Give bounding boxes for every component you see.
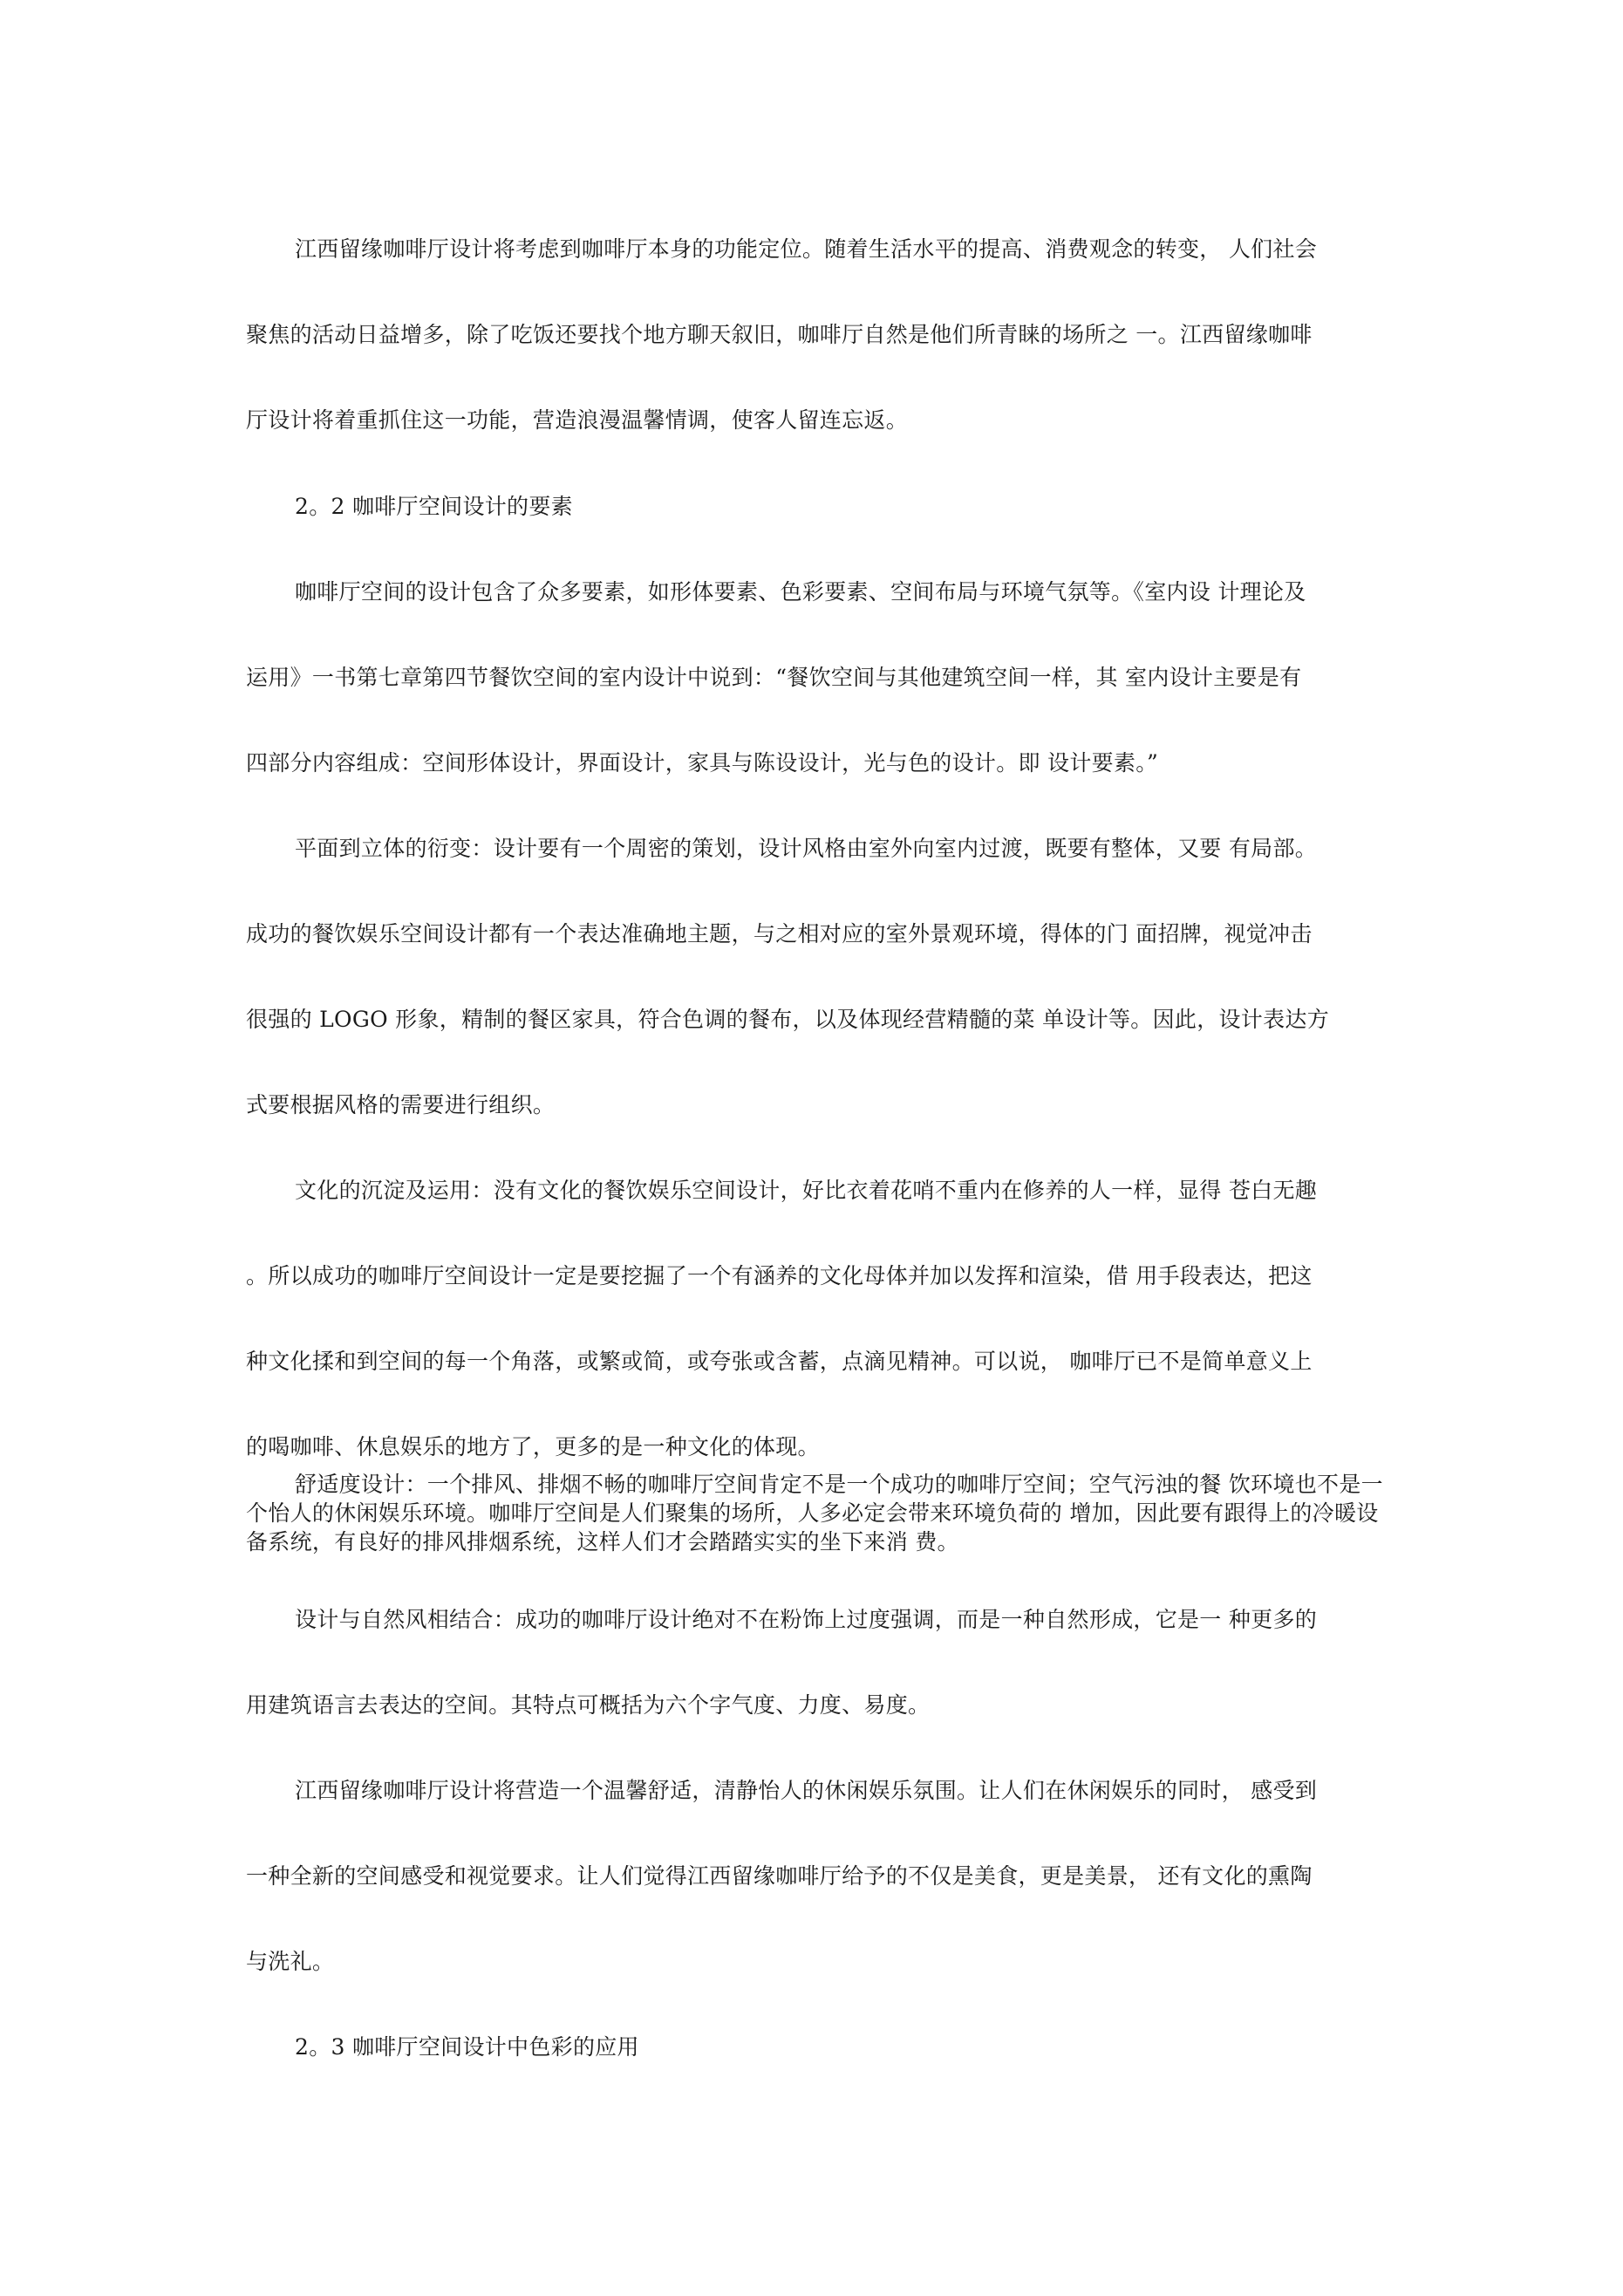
paragraph-culture-line-1: 文化的沉淀及运用：没有文化的餐饮娱乐空间设计，好比衣着花哨不重内在修养的人一样，显得 苍白无趣 [295,1178,1318,1203]
paragraph-plane-line-2: 成功的餐饮娱乐空间设计都有一个表达准确地主题，与之相对应的室外景观环境，得体的门 面招牌，视觉冲击 [246,921,1313,946]
paragraph-intro-line-3: 厅设计将着重抓住这一功能，营造浪漫温馨情调，使客人留连忘返。 [246,407,909,433]
paragraph-elements-line-3: 四部分内容组成：空间形体设计，界面设计，家具与陈设设计，光与色的设计。即 设计要素。” [246,750,1159,776]
section-heading-2-3: 2。3 咖啡厅空间设计中色彩的应用 [295,2034,639,2060]
paragraph-plane-line-4: 式要根据风格的需要进行组织。 [246,1092,556,1117]
section-heading-2-2: 2。2 咖啡厅空间设计的要素 [295,494,573,519]
paragraph-comfort: 舒适度设计：一个排风、排烟不畅的咖啡厅空间肯定不是一个成功的咖啡厅空间；空气污浊的餐 饮环境也不是一个怡人的休闲娱乐环境。咖啡厅空间是人们聚集的场所，人多必定会带来环境负荷的 增加，因此要有跟得上的冷暖设备系统，有良好的排风排烟系统，这样人们才会踏踏实实的坐下来消 费。 [246,1472,1383,1555]
paragraph-atmosphere-line-1: 江西留缘咖啡厅设计将营造一个温馨舒适，清静怡人的休闲娱乐氛围。让人们在休闲娱乐的同时， 感受到 [295,1778,1318,1803]
paragraph-elements-line-2: 运用》一书第七章第四节餐饮空间的室内设计中说到：“餐饮空间与其他建筑空间一样，其 室内设计主要是有 [246,665,1302,690]
paragraph-intro-line-1: 江西留缘咖啡厅设计将考虑到咖啡厅本身的功能定位。随着生活水平的提高、消费观念的转变， 人们社会 [295,236,1318,262]
paragraph-nature-line-1: 设计与自然风相结合：成功的咖啡厅设计绝对不在粉饰上过度强调，而是一种自然形成，它是一 种更多的 [295,1607,1318,1632]
paragraph-intro-line-2: 聚焦的活动日益增多，除了吃饭还要找个地方聊天叙旧，咖啡厅自然是他们所青睐的场所之 一。江西留缘咖啡 [246,322,1313,347]
paragraph-culture-line-2: 。所以成功的咖啡厅空间设计一定是要挖掘了一个有涵养的文化母体并加以发挥和渲染，借 用手段表达，把这 [246,1263,1313,1288]
paragraph-plane-line-3: 很强的 LOGO 形象，精制的餐区家具，符合色调的餐布，以及体现经营精髓的菜 单设计等。因此，设计表达方 [246,1007,1330,1032]
paragraph-culture-line-3: 种文化揉和到空间的每一个角落，或繁或简，或夸张或含蓄，点滴见精神。可以说， 咖啡厅已不是简单意义上 [246,1349,1313,1374]
paragraph-atmosphere-line-3: 与洗礼。 [246,1949,335,1974]
paragraph-atmosphere-line-2: 一种全新的空间感受和视觉要求。让人们觉得江西留缘咖啡厅给予的不仅是美食，更是美景， 还有文化的熏陶 [246,1863,1313,1889]
paragraph-culture-line-4: 的喝咖啡、休息娱乐的地方了，更多的是一种文化的体现。 [246,1434,820,1459]
paragraph-plane-line-1: 平面到立体的衍变：设计要有一个周密的策划，设计风格由室外向室内过渡，既要有整体，又要 有局部。 [295,836,1318,861]
paragraph-elements-line-1: 咖啡厅空间的设计包含了众多要素，如形体要素、色彩要素、空间布局与环境气氛等。《室内设 计理论及 [295,579,1306,605]
paragraph-nature-line-2: 用建筑语言去表达的空间。其特点可概括为六个字气度、力度、易度。 [246,1692,931,1718]
